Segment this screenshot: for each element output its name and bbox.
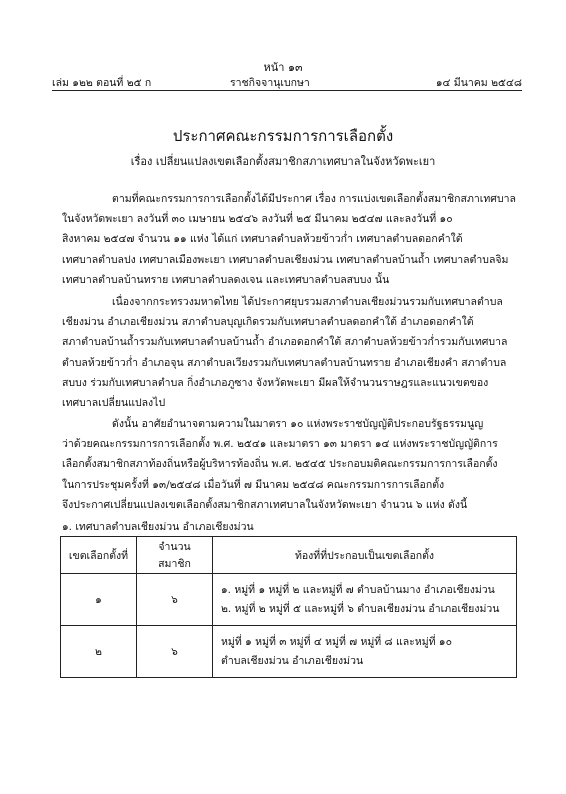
area-line: ๒. หมู่ที่ ๒ หมู่ที่ ๕ และหมู่ที่ ๖ ตำบลเชียงม่วน อำเภอเชียงม่วน xyxy=(221,602,500,615)
text-line: สภาตำบลบ้านถ้ำรวมกับเทศบาลตำบลบ้านถ้ำ อำเภอดอกคำใต้ สภาตำบลห้วยข้าวก่ำรวมกับเทศบาล xyxy=(62,336,508,349)
text-line: เนื่องจากกระทรวงมหาดไทย ได้ประกาศยุบรวมสภาตำบลเชียงม่วนรวมกับเทศบาลตำบล xyxy=(112,296,503,308)
text-line: สิงหาคม ๒๕๔๗ จำนวน ๑๑ แห่ง ได้แก่ เทศบาลตำบลห้วยข้าวก่ำ เทศบาลตำบลดอกคำใต้ xyxy=(62,233,463,246)
page-number: หน้า ๑๓ xyxy=(263,61,303,74)
zone-cell: ๒ xyxy=(61,626,137,678)
text-line: เชียงม่วน อำเภอเชียงม่วน สภาตำบลบุญเกิดรวมกับเทศบาลตำบลดอกคำใต้ อำเภอดอกคำใต้ xyxy=(62,316,474,329)
area-line: ๑. หมู่ที่ ๑ หมู่ที่ ๒ และหมู่ที่ ๗ ตำบลบ้านมาง อำเภอเชียงม่วน xyxy=(221,583,495,596)
electoral-zone-table xyxy=(60,536,517,678)
section-heading: ๑. เทศบาลตำบลเชียงม่วน อำเภอเชียงม่วน xyxy=(62,521,254,533)
table-header-row xyxy=(61,537,517,574)
header-rule xyxy=(52,90,522,91)
table-row xyxy=(61,574,517,626)
document-title: ประกาศคณะกรรมการการเลือกตั้ง xyxy=(172,127,394,145)
gazette-name: ราชกิจจานุเบกษา xyxy=(230,77,310,89)
paragraph-3 xyxy=(62,414,530,515)
zone-cell: ๑ xyxy=(61,574,137,626)
text-line: ดังนั้น อาศัยอำนาจตามความในมาตรา ๑๐ แห่งพระราชบัญญัติประกอบรัฐธรรมนูญ xyxy=(112,418,484,430)
volume-issue: เล่ม ๑๒๒ ตอนที่ ๒๕ ก xyxy=(52,77,152,89)
area-line: ตำบลเชียงม่วน อำเภอเชียงม่วน xyxy=(221,654,364,667)
column-header: จำนวนสมาชิก xyxy=(137,537,213,574)
area-line: หมู่ที่ ๑ หมู่ที่ ๓ หมู่ที่ ๔ หมู่ที่ ๗ หมู่ที่ ๘ และหมู่ที่ ๑๐ xyxy=(221,635,452,648)
text-line: ในจังหวัดพะเยา ลงวันที่ ๓๐ เมษายน ๒๕๔๖ ลงวันที่ ๒๕ มีนาคม ๒๕๔๗ และลงวันที่ ๑๐ xyxy=(62,213,453,226)
text-line: เลือกตั้งสมาชิกสภาท้องถิ่นหรือผู้บริหารท้องถิ่น พ.ศ. ๒๕๔๕ ประกอบมติคณะกรรมการการเลือกตั้ง xyxy=(62,458,498,471)
area-cell xyxy=(213,626,517,678)
text-line: เทศบาลเปลี่ยนแปลงไป xyxy=(62,397,166,410)
table-row xyxy=(61,626,517,678)
text-line: ว่าด้วยคณะกรรมการการเลือกตั้ง พ.ศ. ๒๕๔๑ และมาตรา ๑๓ มาตรา ๑๔ แห่งพระราชบัญญัติการ xyxy=(62,438,498,451)
text-line: ตำบลห้วยข้าวก่ำ อำเภอจุน สภาตำบลเวียงรวมกับเทศบาลตำบลบ้านทราย อำเภอเชียงคำ สภาตำบล xyxy=(62,356,507,369)
paragraph-1 xyxy=(62,189,530,290)
text-line: จึงประกาศเปลี่ยนแปลงเขตเลือกตั้งสมาชิกสภาเทศบาลในจังหวัดพะเยา จำนวน ๖ แห่ง ดังนี้ xyxy=(62,498,468,511)
text-line: ในการประชุมครั้งที่ ๑๓/๒๕๔๘ เมื่อวันที่ ๗ มีนาคม ๒๕๔๘ คณะกรรมการการเลือกตั้ง xyxy=(62,478,445,491)
text-line: ตามที่คณะกรรมการการเลือกตั้งได้มีประกาศ เรื่อง การแบ่งเขตเลือกตั้งสมาชิกสภาเทศบาล xyxy=(112,193,516,205)
members-cell: ๖ xyxy=(137,574,213,626)
column-header: ท้องที่ที่ประกอบเป็นเขตเลือกตั้ง xyxy=(213,537,517,574)
members-cell: ๖ xyxy=(137,626,213,678)
text-line: เทศบาลตำบลปง เทศบาลเมืองพะเยา เทศบาลตำบลเชียงม่วน เทศบาลตำบลบ้านถ้ำ เทศบาลตำบลจิม xyxy=(62,253,509,266)
text-line: สบบง ร่วมกับเทศบาลตำบล กิ่งอำเภอภูซาง จังหวัดพะเยา มีผลให้จำนวนราษฎรและแนวเขตของ xyxy=(62,376,489,389)
column-header: เขตเลือกตั้งที่ xyxy=(61,537,137,574)
document-subject: เรื่อง เปลี่ยนแปลงเขตเลือกตั้งสมาชิกสภาเทศบาลในจังหวัดพะเยา xyxy=(130,155,436,168)
publication-date: ๑๔ มีนาคม ๒๕๔๘ xyxy=(435,77,522,89)
paragraph-2 xyxy=(62,292,530,413)
area-cell xyxy=(213,574,517,626)
text-line: เทศบาลตำบลบ้านทราย เทศบาลตำบลดงเจน และเทศบาลตำบลสบบง นั้น xyxy=(62,273,390,286)
